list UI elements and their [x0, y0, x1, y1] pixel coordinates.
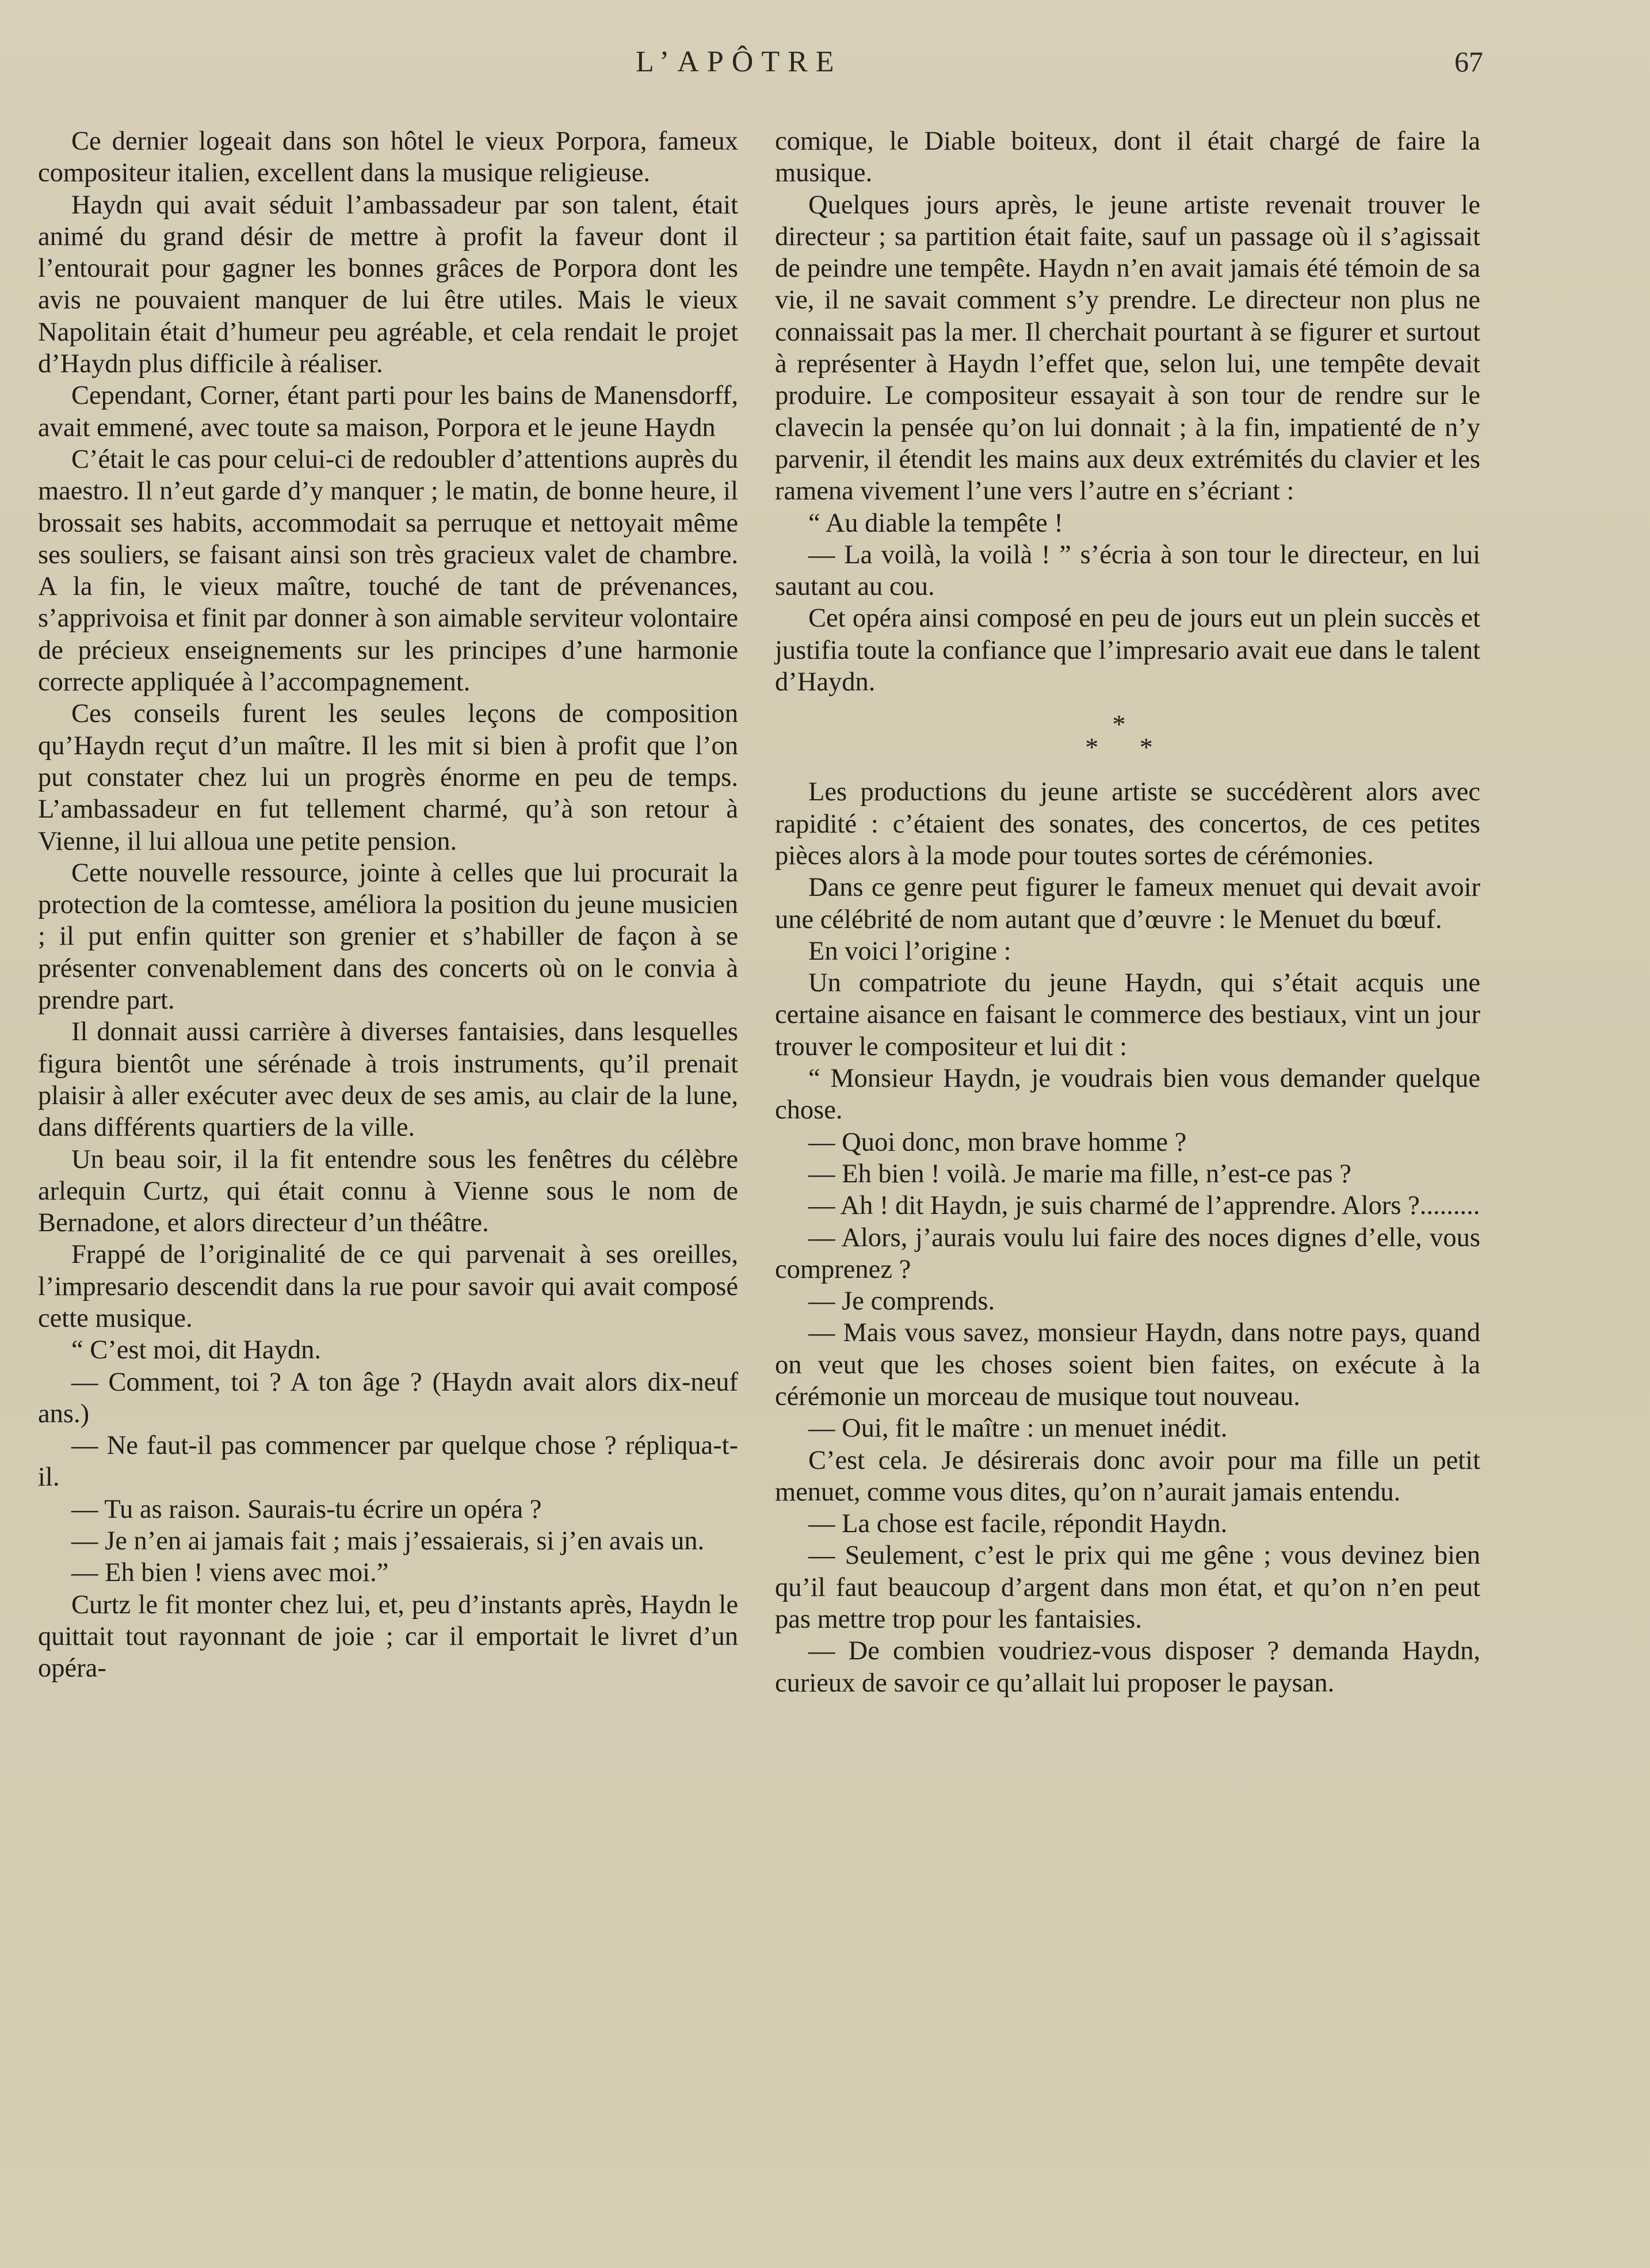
- paragraph: Cependant, Corner, étant parti pour les bains de Manensdorff, avait emmené, avec toute sa maison, Porpora et le jeune Haydn: [38, 381, 738, 442]
- paragraph: Cette nouvelle ressource, jointe à celles que lui procurait la protection de la comtesse, améliora la position du jeune musicien ; il put enfin quitter son grenier et s’habiller de façon à se présenter convenablement dans des concerts où on le convia à prendre part.: [38, 858, 738, 1015]
- paragraph: Cet opéra ainsi composé en peu de jours eut un plein succès et justifia toute la confiance que l’impresario avait eue dans le talent d’Haydn.: [775, 604, 1480, 697]
- dialogue-line: — La chose est facile, répondit Haydn.: [808, 1509, 1228, 1539]
- paragraph: Ces conseils furent les seules leçons de composition qu’Haydn reçut d’un maître. Il les mit si bien à profit que l’on put constater chez lui un progrès énorme en peu de temps. L’ambassadeur en fut tellement charmé, qu’à son retour à Vienne, il lui alloua une petite pension.: [38, 699, 738, 856]
- dialogue-line: — Quoi donc, mon brave homme ?: [808, 1127, 1187, 1157]
- right-column: [775, 125, 1480, 1699]
- dialogue-line: — Tu as raison. Saurais-tu écrire un opéra ?: [71, 1494, 542, 1524]
- paragraph: En voici l’origine :: [808, 936, 1011, 966]
- paragraph: C’est cela. Je désirerais donc avoir pour ma fille un petit menuet, comme vous dites, qu’on n’aurait jamais entendu.: [775, 1445, 1480, 1507]
- paragraph: C’était le cas pour celui-ci de redoubler d’attentions auprès du maestro. Il n’eut garde d’y manquer ; le matin, de bonne heure, il brossait ses habits, accommodait sa perruque et nettoyait même ses souliers, se faisant ainsi son très gracieux valet de chambre. A la fin, le vieux maître, touché de tant de prévenances, s’apprivoisa et finit par donner à son aimable serviteur volontaire de précieux enseignements sur les principes d’une harmonie correcte appliquée à l’accompagnement.: [38, 444, 738, 697]
- paragraph: Ce dernier logeait dans son hôtel le vieux Porpora, fameux compositeur italien, excellent dans la musique religieuse.: [38, 127, 738, 188]
- dialogue-line: — Eh bien ! viens avec moi.”: [71, 1558, 389, 1588]
- running-title: L’APÔTRE: [636, 45, 842, 78]
- dialogue-line: — Oui, fit le maître : un menuet inédit.: [808, 1414, 1228, 1444]
- asterism-bottom: * *: [1085, 732, 1170, 762]
- dialogue-line: — La voilà, la voilà ! ” s’écria à son tour le directeur, en lui sautant au cou.: [775, 540, 1480, 602]
- dialogue-line: “ Monsieur Haydn, je voudrais bien vous demander quelque chose.: [775, 1064, 1480, 1125]
- dialogue-line: — Comment, toi ? A ton âge ? (Haydn avait alors dix-neuf ans.): [38, 1367, 738, 1429]
- paragraph: Les productions du jeune artiste se succédèrent alors avec rapidité : c’étaient des sonates, des concertos, de ces petites pièces alors à la mode pour toutes sortes de cérémonies.: [775, 777, 1480, 870]
- paragraph: Il donnait aussi carrière à diverses fantaisies, dans lesquelles figura bientôt une sérénade à trois instruments, qu’il prenait plaisir à aller exécuter avec deux de ses amis, au clair de la lune, dans différents quartiers de la ville.: [38, 1017, 738, 1143]
- dialogue-line: — Ne faut-il pas commencer par quelque chose ? répliqua-t-il.: [38, 1431, 738, 1492]
- left-column: [38, 125, 738, 1685]
- paragraph: Curtz le fit monter chez lui, et, peu d’instants après, Haydn le quittait tout rayonnant de joie ; car il emportait le livret d’un opéra-: [38, 1590, 738, 1683]
- paragraph: comique, le Diable boiteux, dont il était chargé de faire la musique.: [775, 127, 1480, 188]
- page-number: 67: [1454, 45, 1483, 78]
- section-break-asterism: [775, 709, 1480, 762]
- dialogue-line: — Ah ! dit Haydn, je suis charmé de l’apprendre. Alors ?.........: [808, 1191, 1480, 1221]
- dialogue-line: — Alors, j’aurais voulu lui faire des noces dignes d’elle, vous comprenez ?: [775, 1223, 1480, 1284]
- asterism-top: *: [1112, 709, 1143, 739]
- paragraph: Haydn qui avait séduit l’ambassadeur par son talent, était animé du grand désir de mettre à profit la faveur dont il l’entourait pour gagner les bonnes grâces de Porpora dont les avis ne pouvaient manquer de lui être utiles. Mais le vieux Napolitain était d’humeur peu agréable, et cela rendait le projet d’Haydn plus difficile à réaliser.: [38, 190, 738, 379]
- dialogue-line: “ C’est moi, dit Haydn.: [71, 1335, 321, 1365]
- dialogue-line: — Eh bien ! voilà. Je marie ma fille, n’est-ce pas ?: [808, 1159, 1351, 1189]
- dialogue-line: — Je comprends.: [808, 1286, 995, 1316]
- paragraph: Un beau soir, il la fit entendre sous les fenêtres du célèbre arlequin Curtz, qui était connu à Vienne sous le nom de Bernadone, et alors directeur d’un théâtre.: [38, 1144, 738, 1238]
- dialogue-line: — Je n’en ai jamais fait ; mais j’essaierais, si j’en avais un.: [71, 1526, 705, 1556]
- running-head: [0, 45, 1650, 91]
- dialogue-line: “ Au diable la tempête !: [808, 508, 1063, 538]
- paragraph: Un compatriote du jeune Haydn, qui s’était acquis une certaine aisance en faisant le commerce des bestiaux, vint un jour trouver le compositeur et lui dit :: [775, 968, 1480, 1062]
- dialogue-line: — De combien voudriez-vous disposer ? demanda Haydn, curieux de savoir ce qu’allait lui proposer le paysan.: [775, 1636, 1480, 1698]
- paragraph: Quelques jours après, le jeune artiste revenait trouver le directeur ; sa partition était faite, sauf un passage où il s’agissait de peindre une tempête. Haydn n’en avait jamais été témoin de sa vie, il ne savait comment s’y prendre. Le directeur non plus ne connaissait pas la mer. Il cherchait pourtant à se figurer et surtout à représenter à Haydn l’effet que, selon lui, une tempête devait produire. Le compositeur essayait à son tour de rendre sur le clavecin la pensée qu’on lui donnait ; à la fin, impatienté de n’y parvenir, il étendit les mains aux deux extrémités du clavier et les ramena vivement l’une vers l’autre en s’écriant :: [775, 190, 1480, 506]
- dialogue-line: — Mais vous savez, monsieur Haydn, dans notre pays, quand on veut que les choses soient bien faites, on exécute à la cérémonie un morceau de musique tout nouveau.: [775, 1318, 1480, 1411]
- paragraph: Dans ce genre peut figurer le fameux menuet qui devait avoir une célébrité de nom autant que d’œuvre : le Menuet du bœuf.: [775, 873, 1480, 934]
- paragraph: Frappé de l’originalité de ce qui parvenait à ses oreilles, l’impresario descendit dans la rue pour savoir qui avait composé cette musique.: [38, 1240, 738, 1333]
- dialogue-line: — Seulement, c’est le prix qui me gêne ; vous devinez bien qu’il faut beaucoup d’argent dans mon état, et qu’on n’en peut pas mettre trop pour les fantaisies.: [775, 1541, 1480, 1635]
